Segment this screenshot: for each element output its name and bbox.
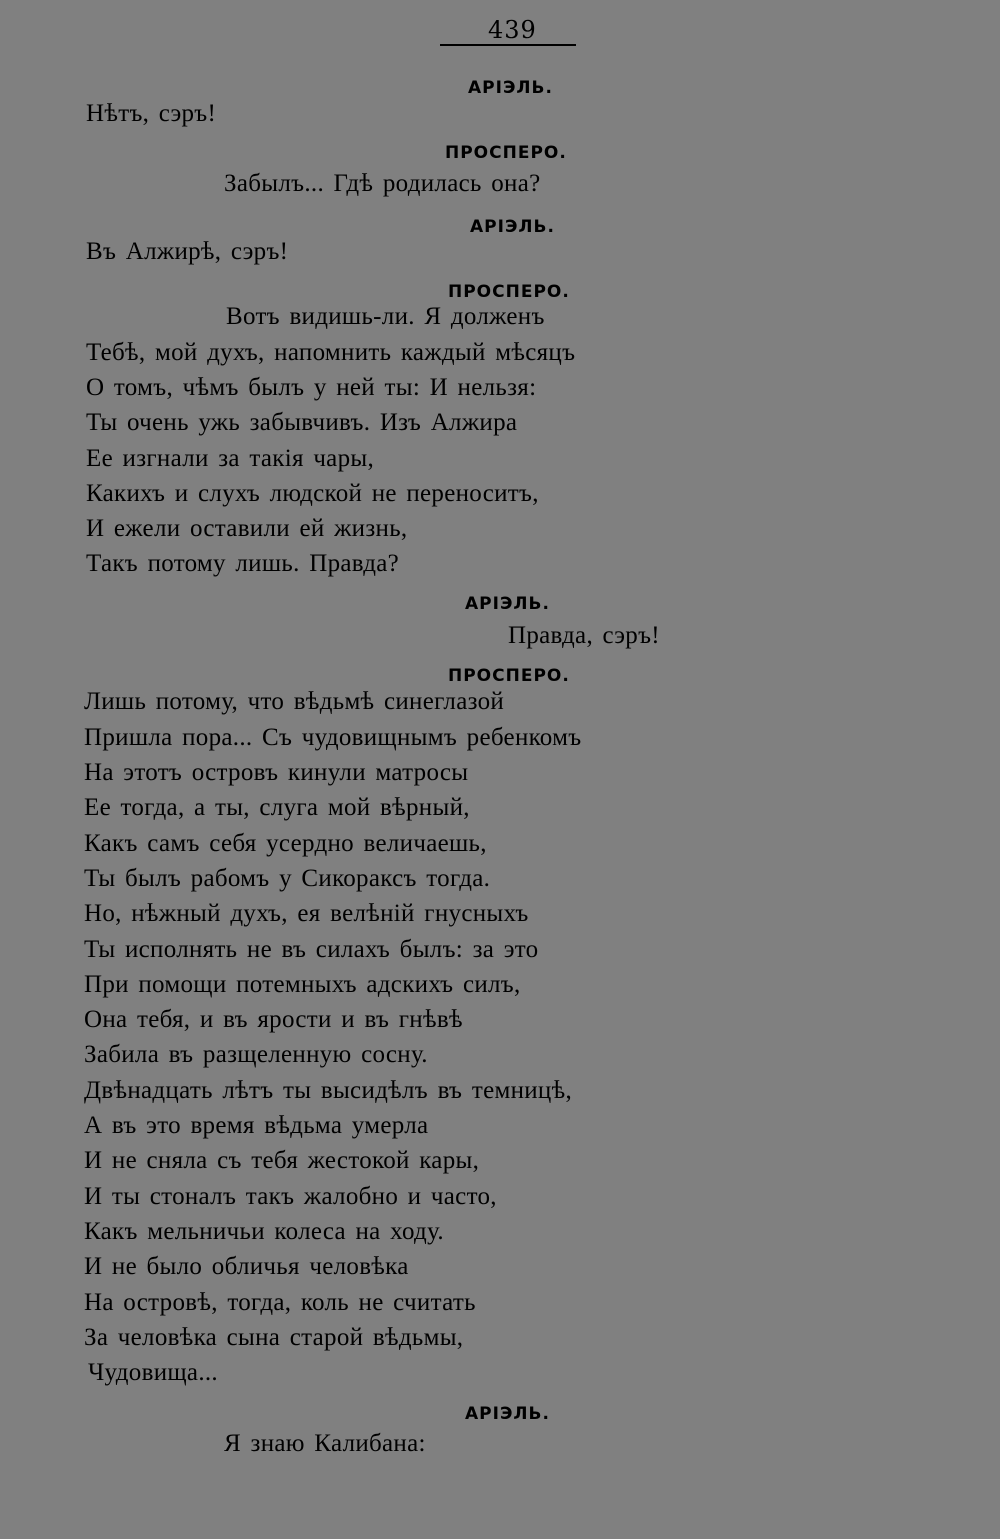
verse-line: Двѣнадцать лѣтъ ты высидѣлъ въ темницѣ,: [84, 1077, 573, 1104]
speaker-name: АРІЭЛЬ.: [470, 217, 555, 237]
verse-line: За человѣка сына старой вѣдьмы,: [84, 1324, 464, 1351]
verse-line: Тебѣ, мой духъ, напомнить каждый мѣсяцъ: [86, 339, 576, 366]
page-number: 439: [488, 16, 537, 44]
verse-line: При помощи потемныхъ адскихъ силъ,: [84, 971, 521, 998]
verse-line: И ты стоналъ такъ жалобно и часто,: [84, 1183, 497, 1210]
verse-line: Какъ самъ себя усердно величаешь,: [84, 830, 487, 857]
verse-line: Пришла пора... Съ чудовищнымъ ребенкомъ: [84, 724, 582, 751]
verse-line: Ты былъ рабомъ у Сикораксъ тогда.: [84, 865, 491, 892]
verse-line: Ее изгнали за такія чары,: [86, 445, 375, 472]
verse-line: Какихъ и слухъ людской не переноситъ,: [86, 480, 539, 507]
verse-line: На островѣ, тогда, коль не считать: [84, 1289, 476, 1316]
speaker-name: АРІЭЛЬ.: [465, 1404, 550, 1424]
speaker-name: АРІЭЛЬ.: [468, 78, 553, 98]
verse-line: Я знаю Калибана:: [224, 1430, 426, 1457]
verse-line: И не сняла съ тебя жестокой кары,: [84, 1147, 480, 1174]
verse-line: О томъ, чѣмъ былъ у ней ты: И нельзя:: [86, 374, 537, 401]
verse-line: Какъ мельничьи колеса на ходу.: [84, 1218, 444, 1245]
speaker-name: ПРОСПЕРО.: [445, 143, 567, 163]
verse-line: Ее тогда, а ты, слуга мой вѣрный,: [84, 794, 470, 821]
speaker-name: АРІЭЛЬ.: [465, 594, 550, 614]
verse-line: И не было обличья человѣка: [84, 1253, 409, 1280]
verse-line: Такъ потому лишь. Правда?: [86, 550, 400, 577]
verse-line: Она тебя, и въ ярости и въ гнѣвѣ: [84, 1006, 463, 1033]
verse-line: Но, нѣжный духъ, ея велѣній гнусныхъ: [84, 900, 529, 927]
verse-line: На этотъ островъ кинули матросы: [84, 759, 469, 786]
verse-line: Забила въ разщеленную сосну.: [84, 1041, 428, 1068]
verse-line: Лишь потому, что вѣдьмѣ синеглазой: [84, 688, 505, 715]
verse-line: Чудовища...: [88, 1359, 218, 1386]
verse-line: Ты очень ужь забывчивъ. Изъ Алжира: [86, 409, 518, 436]
speaker-name: ПРОСПЕРО.: [448, 666, 570, 686]
verse-line: Правда, сэръ!: [508, 622, 660, 649]
verse-line: Нѣтъ, сэръ!: [86, 100, 217, 127]
verse-line: Ты исполнять не въ силахъ былъ: за это: [84, 936, 539, 963]
verse-line: Забылъ... Гдѣ родилась она?: [224, 170, 541, 197]
verse-line: Въ Алжирѣ, сэръ!: [86, 238, 289, 265]
verse-line: И ежели оставили ей жизнь,: [86, 515, 408, 542]
verse-line: А въ это время вѣдьма умерла: [84, 1112, 429, 1139]
speaker-name: ПРОСПЕРО.: [448, 282, 570, 302]
verse-line: Вотъ видишь-ли. Я долженъ: [226, 303, 545, 330]
